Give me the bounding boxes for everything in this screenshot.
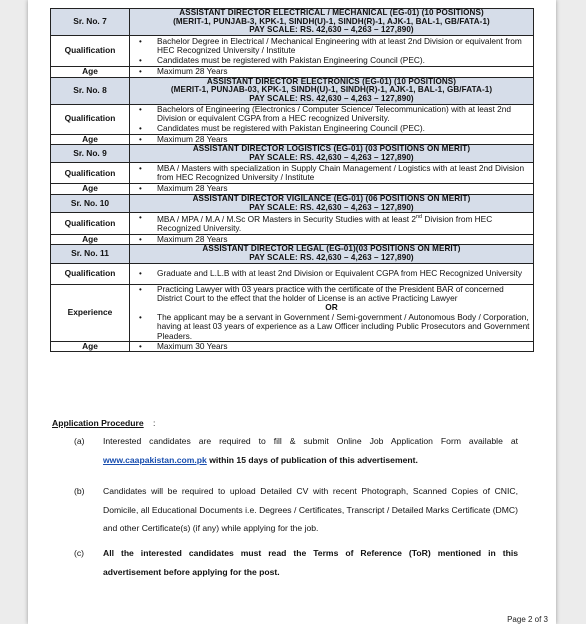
position-quota: (MERIT-1, PUNJAB-3, KPK-1, SINDH(U)-1, SINDH(R)-1, AJK-1, BAL-1, GB/FATA-1): [173, 16, 490, 26]
qualification-item: • Bachelors of Engineering (Electronics / Computer Science/ Telecommunication) with at least 2nd Division or equivalent CGPA from a HEC recognized University.: [157, 105, 530, 124]
qualification-text: Division from HEC Recognized University.: [157, 214, 493, 234]
serial-number: Sr. No. 11: [51, 245, 130, 263]
qualification-item: • Bachelor Degree in Electrical / Mechanical Engineering with at least 2nd Division or equivalent from HEC Recognized University / Institute: [157, 37, 530, 56]
pay-scale: PAY SCALE: RS. 42,630 – 4,263 – 127,890): [249, 25, 414, 35]
age-label: Age: [51, 67, 130, 77]
qualification-row: [51, 163, 534, 184]
age-row: [51, 184, 534, 194]
positions-table: [50, 8, 534, 352]
qualification-cell: [130, 104, 534, 134]
item-number: (c): [74, 548, 85, 558]
procedure-item-b: [52, 482, 518, 538]
qualification-row: [51, 104, 534, 134]
item-text-bold: within 15 days of publication of this advertisement.: [206, 454, 418, 465]
position-title: [130, 145, 534, 163]
age-label: Age: [51, 184, 130, 194]
position-header-row: [51, 77, 534, 104]
age-label: Age: [51, 134, 130, 144]
qualification-label: Qualification: [51, 36, 130, 67]
experience-label: Experience: [51, 284, 130, 341]
position-header-row: [51, 145, 534, 163]
age-cell: [130, 67, 534, 77]
qualification-cell: [130, 163, 534, 184]
position-name: ASSISTANT DIRECTOR VIGILANCE (EG-01) (06 POSITIONS ON MERIT): [192, 193, 471, 203]
page-number: Page 2 of 3: [507, 615, 548, 624]
age-row: [51, 234, 534, 244]
item-text: [103, 432, 518, 469]
qualification-item: [157, 213, 530, 234]
position-title: [130, 9, 534, 36]
procedure-item-a: [52, 432, 518, 470]
age-row: [51, 342, 534, 352]
item-text: All the interested candidates must read the Terms of Reference (ToR) mentioned in this advertisement before applying for the post.: [103, 548, 518, 577]
position-name: ASSISTANT DIRECTOR LEGAL (EG-01)(03 POSITIONS ON MERIT): [202, 244, 461, 254]
qualification-label: Qualification: [51, 213, 130, 235]
qualification-row: [51, 263, 534, 284]
qualification-row: [51, 36, 534, 67]
position-name: ASSISTANT DIRECTOR ELECTRICAL / MECHANICAL (EG-01) (10 POSITIONS): [179, 8, 484, 17]
qualification-item: • MBA / Masters with specialization in Supply Chain Management / Logistics with at least 2nd Division from HEC Recognized University / Institute: [157, 164, 530, 183]
item-text: Candidates will be required to upload Detailed CV with recent Photograph, Scanned Copies of CNIC, Domicile, all Educational Documents i.e. Degrees / Certificates, Transcript / Detailed Marks Certificate (DMC) and other Certificate(s) (if any) while applying for the job.: [103, 486, 518, 533]
item-number: (a): [74, 436, 85, 446]
qualification-label: Qualification: [51, 263, 130, 284]
position-name: ASSISTANT DIRECTOR ELECTRONICS (EG-01) (10 POSITIONS): [206, 76, 457, 86]
pay-scale: PAY SCALE: RS. 42,630 – 4,263 – 127,890): [249, 252, 414, 262]
position-title: [130, 245, 534, 263]
website-link[interactable]: www.caapakistan.com.pk: [103, 454, 207, 465]
item-number: (b): [74, 486, 85, 496]
qualification-cell: [130, 36, 534, 67]
qualification-item: • Candidates must be registered with Pakistan Engineering Council (PEC).: [157, 56, 530, 65]
pay-scale: PAY SCALE: RS. 42,630 – 4,263 – 127,890): [249, 152, 414, 162]
position-quota: (MERIT-1, PUNJAB-03, KPK-1, SINDH(U)-1, SINDH(R)-1, AJK-1, BAL-1, GB/FATA-1): [170, 85, 493, 95]
experience-item: • Practicing Lawyer with 03 years practice with the certificate of the President BAR of concerned District Court to the effect that the holder of License is an active Practicing Lawyer: [157, 285, 530, 304]
procedure-title: Application Procedure: [52, 418, 144, 428]
age-value: • Maximum 28 Years: [157, 135, 530, 144]
document-page: [28, 0, 556, 624]
qualification-label: Qualification: [51, 163, 130, 184]
pay-scale: PAY SCALE: RS. 42,630 – 4,263 – 127,890): [249, 93, 414, 103]
position-title: [130, 194, 534, 212]
age-value: • Maximum 28 Years: [157, 184, 530, 193]
age-row: [51, 134, 534, 144]
serial-number: Sr. No. 7: [51, 9, 130, 36]
qualification-row: [51, 213, 534, 235]
experience-cell: [130, 284, 534, 341]
position-header-row: [51, 194, 534, 212]
serial-number: Sr. No. 8: [51, 77, 130, 104]
position-title: [130, 77, 534, 104]
age-cell: [130, 184, 534, 194]
age-cell: [130, 342, 534, 352]
pay-scale: PAY SCALE: RS. 42,630 – 4,263 – 127,890): [249, 202, 414, 212]
age-value: • Maximum 28 Years: [157, 235, 530, 244]
serial-number: Sr. No. 10: [51, 194, 130, 212]
item-text-part: Interested candidates are required to fill & submit Online Job Application Form available at: [103, 436, 518, 446]
qualification-item: • Graduate and L.L.B with at least 2nd Division or Equivalent CGPA from HEC Recognized University: [157, 269, 530, 278]
procedure-colon: :: [153, 418, 156, 428]
procedure-item-c: [52, 544, 518, 582]
age-cell: [130, 234, 534, 244]
position-header-row: [51, 245, 534, 263]
or-separator: OR: [325, 302, 338, 313]
experience-row: [51, 284, 534, 341]
qualification-cell: [130, 263, 534, 284]
ordinal-suffix: nd: [415, 214, 423, 221]
experience-item: • The applicant may be a servant in Government / Semi-government / Autonomous Body / Corporation, having at least 03 years of experience as a Law Officer including Public Prosecutors and Government Pleaders.: [157, 313, 530, 341]
age-label: Age: [51, 234, 130, 244]
qualification-text: MBA / MPA / M.A / M.Sc OR Masters in Security Studies with at least 2: [157, 214, 416, 225]
qualification-label: Qualification: [51, 104, 130, 134]
qualification-item: • Candidates must be registered with Pakistan Engineering Council (PEC).: [157, 124, 530, 133]
position-header-row: [51, 9, 534, 36]
application-procedure-heading: [52, 418, 144, 428]
age-value: • Maximum 28 Years: [157, 67, 530, 76]
age-label: Age: [51, 342, 130, 352]
serial-number: Sr. No. 9: [51, 145, 130, 163]
age-row: [51, 67, 534, 77]
position-name: ASSISTANT DIRECTOR LOGISTICS (EG-01) (03 POSITIONS ON MERIT): [192, 144, 471, 154]
age-cell: [130, 134, 534, 144]
age-value: • Maximum 30 Years: [157, 342, 530, 351]
qualification-cell: [130, 213, 534, 235]
